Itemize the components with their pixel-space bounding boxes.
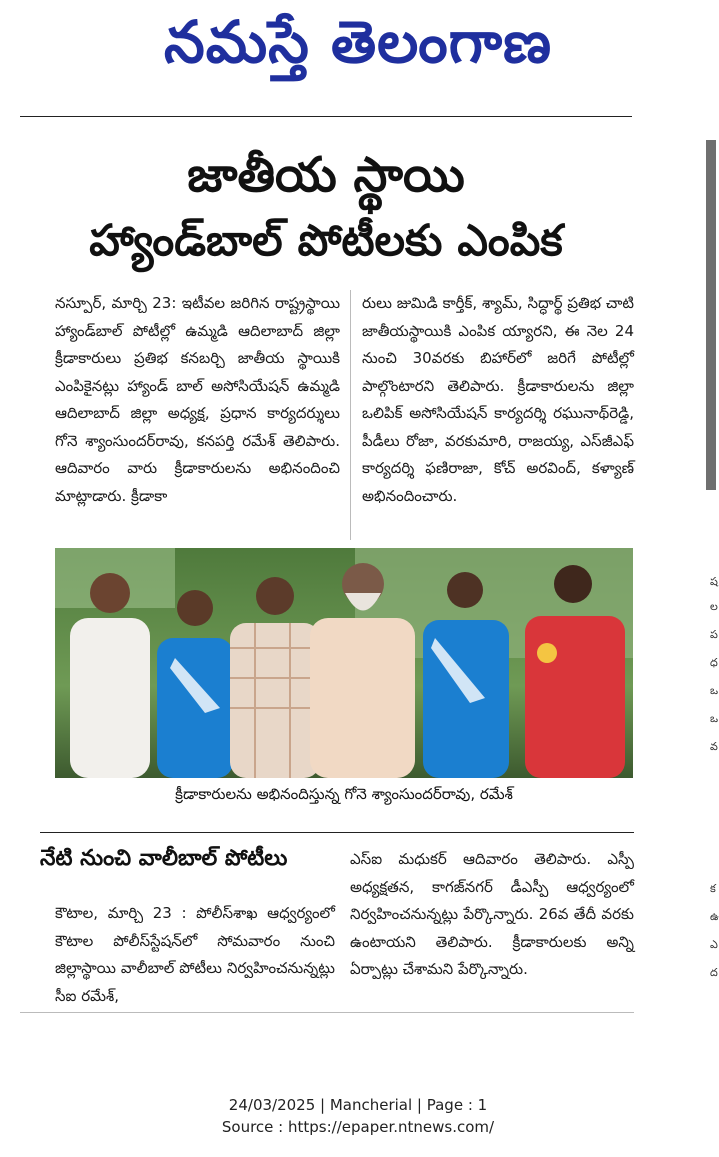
article1-headline-line1: జాతీయ స్థాయి [187, 147, 465, 203]
column-divider [350, 290, 351, 540]
edge-fragment: ఉ [710, 910, 719, 923]
edge-fragment: వ [710, 740, 718, 753]
footer-source: Source : https://epaper.ntnews.com/ [221, 1118, 495, 1136]
article2-column-right [350, 846, 634, 984]
edge-fragment: ఒ [710, 712, 719, 725]
edge-fragment: ఎ [710, 938, 718, 951]
edge-fragment: ల [710, 600, 718, 613]
section-rule [40, 832, 634, 833]
adjacent-page-image [706, 140, 716, 490]
article1-headline-line2: హ్యాండ్‌బాల్ పోటీలకు ఎంపిక [89, 216, 563, 266]
article1-column-right [362, 290, 634, 510]
article2-bottom-rule [20, 1012, 634, 1013]
article2-column-left [55, 900, 335, 1010]
edge-fragment: ష [710, 575, 718, 588]
edge-fragment: ద [710, 966, 718, 979]
edge-fragment: ధ [710, 656, 718, 669]
top-rule [20, 116, 632, 117]
article1-column-left [55, 290, 340, 510]
photo-illustration [55, 548, 633, 778]
edge-fragment: క [710, 882, 716, 895]
article2-body-left: కౌటాల, మార్చి 23 : పోలీస్‌శాఖ ఆధ్వర్యంలో కౌటాల పోలీస్‌స్టేషన్‌లో సోమవారం నుంచి జిల్లాస్థాయి వాలీబాల్ పోటీలు నిర్వహించనున్నట్లు సీఐ రమేశ్, [55, 904, 335, 1005]
photo-caption: క్రీడాకారులను అభినందిస్తున్న గోనె శ్యాంసుందర్‌రావు, రమేశ్ [175, 785, 513, 803]
article2-headline: నేటి నుంచి వాలీబాల్ పోటీలు [40, 846, 288, 871]
footer-date-edition: 24/03/2025 | Mancherial | Page : 1 [228, 1096, 488, 1114]
article2-body-right: ఎస్‌ఐ మధుకర్ ఆదివారం తెలిపారు. ఎస్పీ అధ్యక్షతన, కాగజ్‌నగర్ డీఎస్పీ ఆధ్వర్యంలో నిర్వహించనున్నట్లు పేర్కొన్నారు. 26వ తేదీ వరకు ఉంటాయని తెలిపారు. క్రీడాకారులకు అన్ని ఏర్పాట్లు చేశామని పేర్కొన్నారు. [350, 850, 634, 978]
article1-body-left: నస్పూర్, మార్చి 23: ఇటీవల జరిగిన రాష్ట్రస్థాయి హ్యాండ్‌బాల్ పోటీల్లో ఉమ్మడి ఆదిలాబాద్ జిల్లా క్రీడాకారులు ప్రతిభ కనబర్చి జాతీయ స్థాయికి ఎంపికైనట్లు హ్యాండ్ బాల్ అసోసియేషన్ ఉమ్మడి ఆదిలాబాద్ జిల్లా అధ్యక్ష, ప్రధాన కార్యదర్శులు గోనె శ్యాంసుందర్‌రావు, కనపర్తి రమేశ్ తెలిపారు. ఆదివారం వారు క్రీడాకారులను అభినందించి మాట్లాడారు. క్రీడాకా [55, 294, 340, 505]
article1-body-right: రులు జుమిడి కార్తీక్, శ్యామ్, సిద్ధార్థ్ ప్రతిభ చాటి జాతీయస్థాయికి ఎంపిక య్యారని, ఈ నెల 24 నుంచి 30వరకు బిహార్‌లో జరిగే పోటీల్లో పాల్గొంటారని తెలిపారు. క్రీడాకారులను జిల్లా ఒలిపిక్ అసోసియేషన్ కార్యదర్శి రఘునాథ్‌రెడ్డి, పీడీలు రోజా, వరకుమారి, రాజయ్య, ఎస్‌జీఎఫ్ కార్యదర్శి ఫణిరాజా, కోచ్ అరవింద్, కళ్యాణ్ అభినందించారు. [362, 294, 634, 505]
edge-fragment: ఒ [710, 684, 719, 697]
article1-photo [55, 548, 633, 778]
masthead-title: నమస్తే తెలంగాణ [164, 8, 552, 76]
edge-fragment: ప [710, 628, 718, 641]
